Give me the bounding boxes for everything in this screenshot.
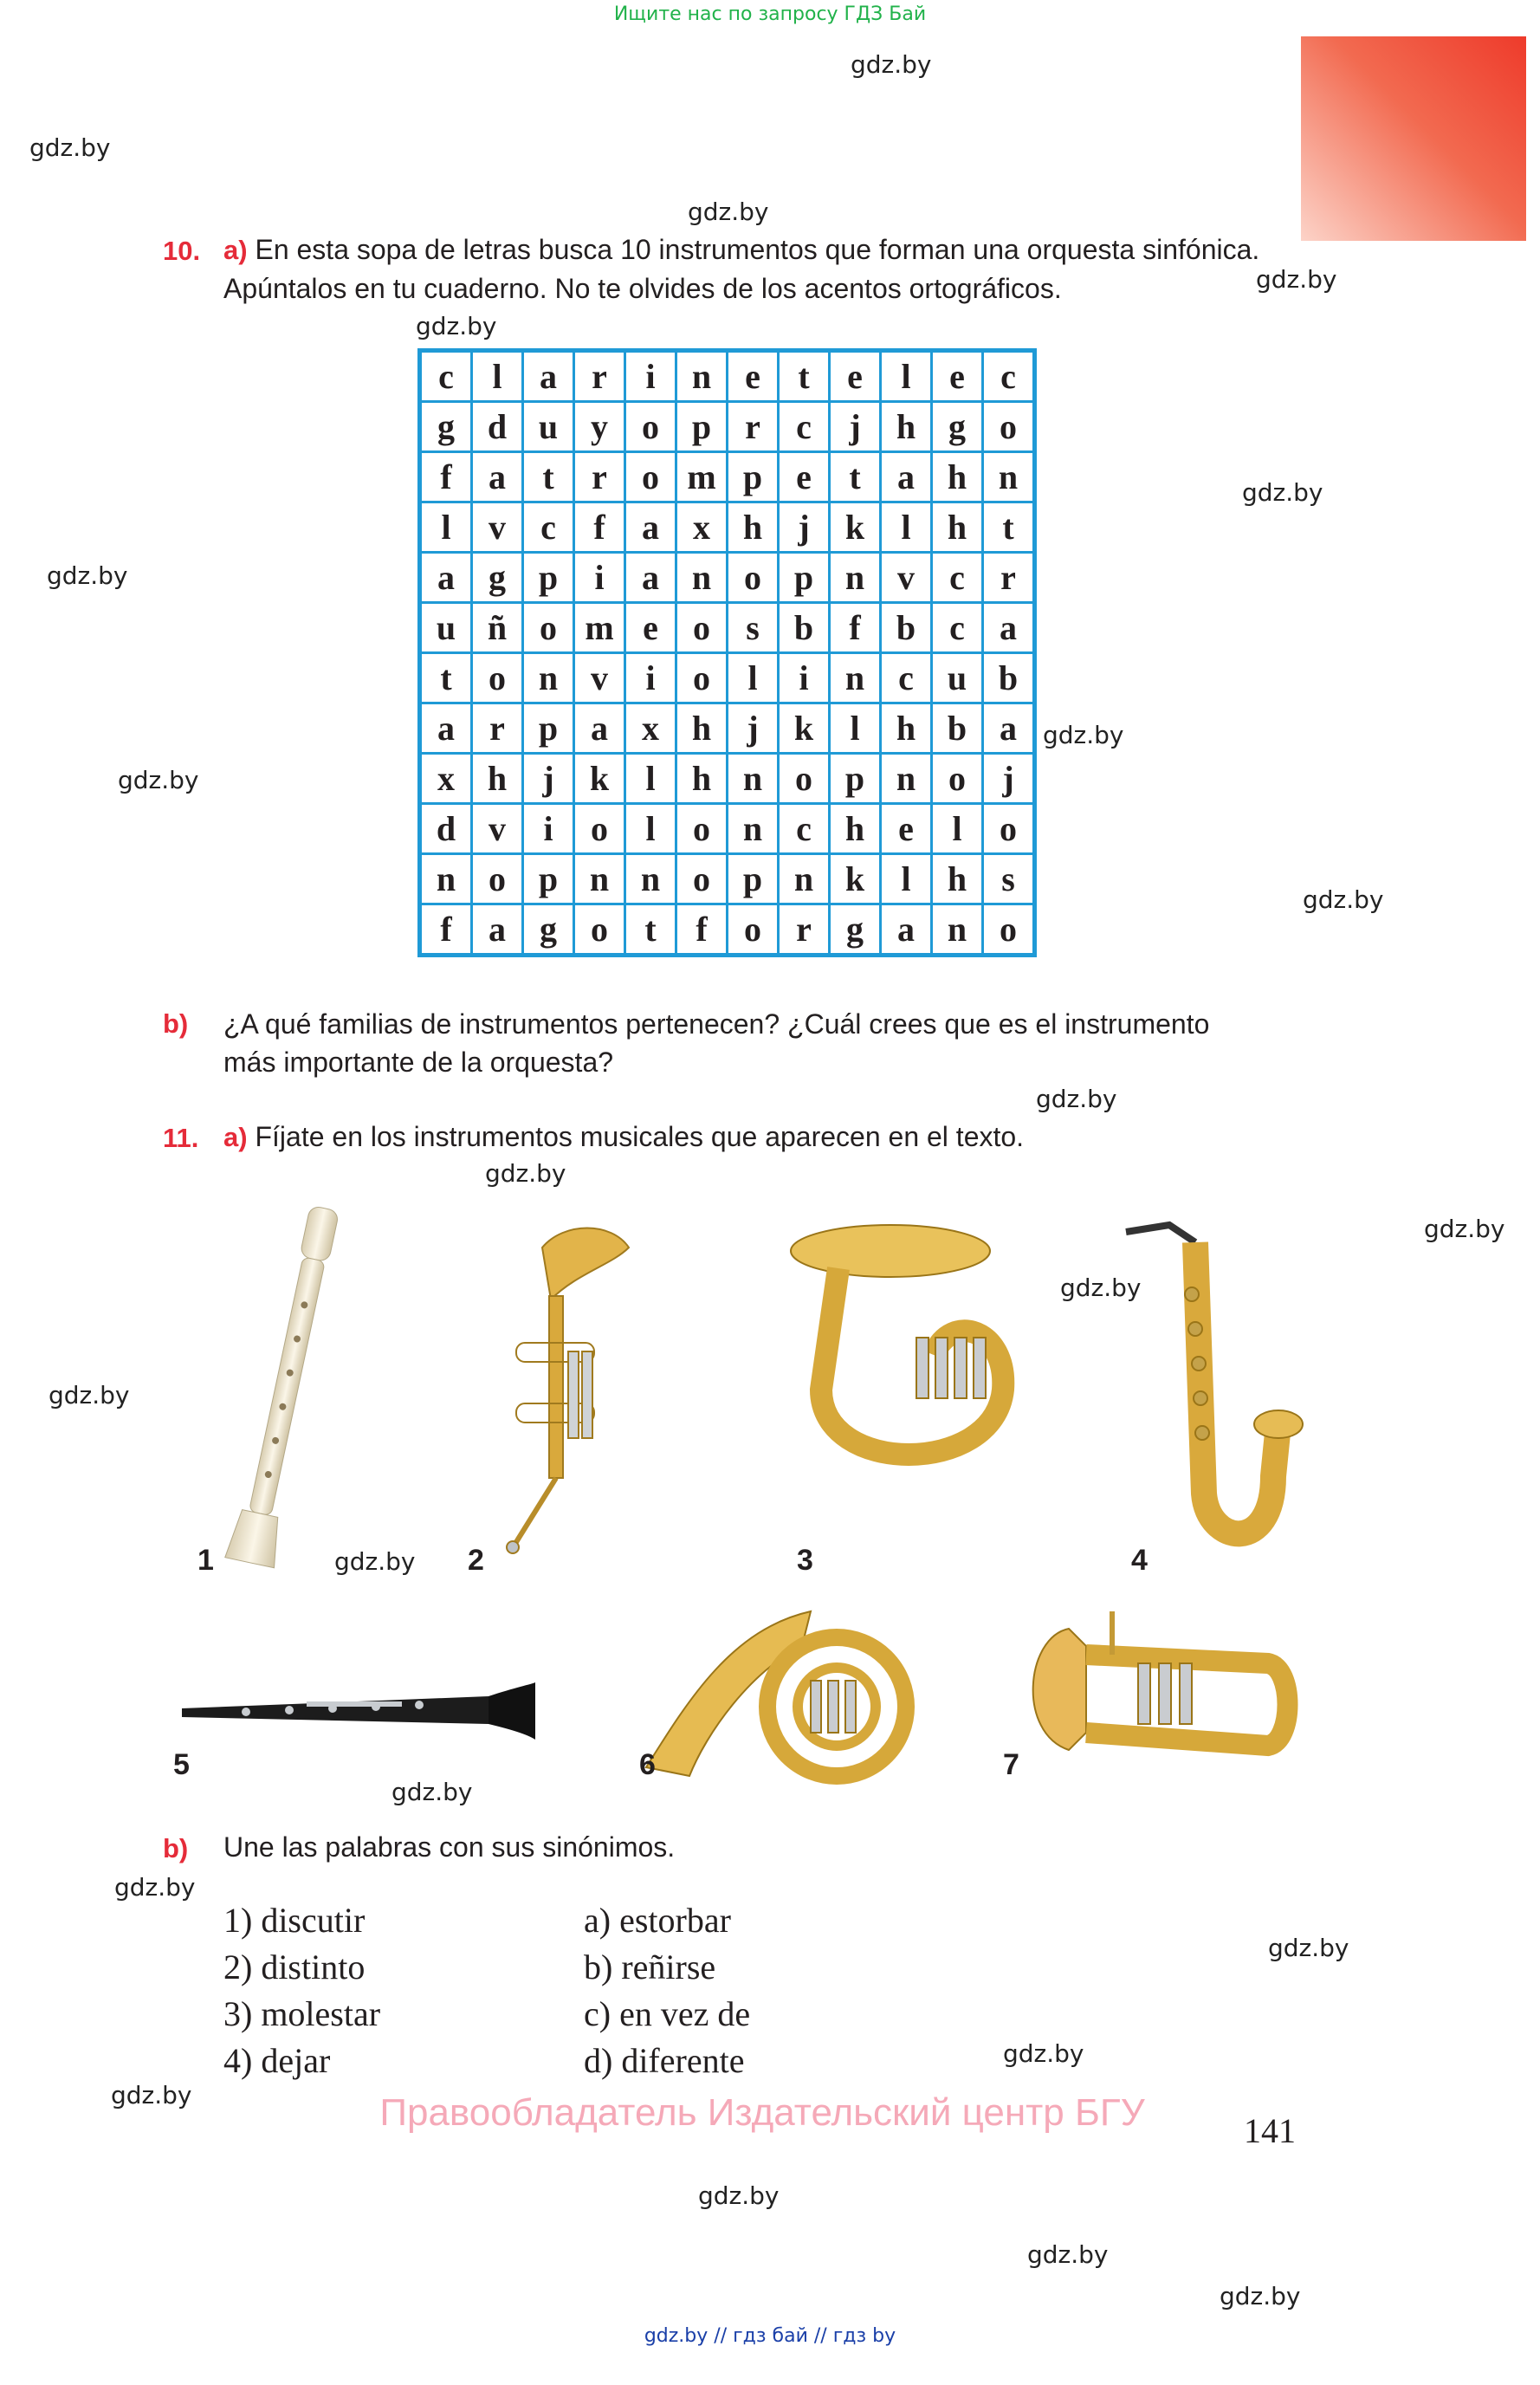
- watermark: gdz.by: [1060, 1274, 1142, 1302]
- grid-cell: o: [779, 754, 830, 804]
- watermark: gdz.by: [29, 133, 111, 162]
- synonyms-right-column: [584, 1897, 750, 2084]
- figure-label: 6: [639, 1748, 656, 1781]
- grid-cell: o: [574, 804, 625, 854]
- grid-cell: n: [983, 452, 1035, 502]
- corner-decoration: [1301, 36, 1526, 241]
- watermark: gdz.by: [1424, 1215, 1505, 1243]
- grid-cell: h: [932, 502, 983, 553]
- grid-cell: m: [574, 603, 625, 653]
- grid-cell: c: [779, 402, 830, 452]
- grid-cell: x: [420, 754, 472, 804]
- grid-row: [420, 452, 1035, 502]
- grid-cell: c: [420, 351, 472, 402]
- grid-cell: p: [728, 452, 779, 502]
- copyright-notice: Правообладатель Издательский центр БГУ: [379, 2091, 1145, 2134]
- grid-cell: a: [881, 452, 932, 502]
- exercise-10b-line2: más importante de la orquesta?: [223, 1047, 614, 1078]
- grid-cell: o: [676, 653, 728, 703]
- synonym-right-item: b) reñirse: [584, 1948, 716, 1986]
- grid-cell: h: [881, 703, 932, 754]
- grid-cell: c: [932, 553, 983, 603]
- grid-cell: b: [881, 603, 932, 653]
- euphonium-icon: [1008, 1603, 1311, 1776]
- grid-cell: r: [574, 452, 625, 502]
- grid-cell: c: [779, 804, 830, 854]
- grid-cell: j: [830, 402, 881, 452]
- grid-cell: j: [779, 502, 830, 553]
- grid-cell: h: [932, 854, 983, 904]
- grid-cell: b: [983, 653, 1035, 703]
- watermark: gdz.by: [111, 2081, 192, 2110]
- tuba-icon: [786, 1216, 1046, 1502]
- grid-row: [420, 804, 1035, 854]
- grid-cell: e: [881, 804, 932, 854]
- grid-cell: h: [676, 703, 728, 754]
- grid-cell: r: [779, 904, 830, 956]
- grid-cell: n: [830, 553, 881, 603]
- grid-cell: j: [523, 754, 574, 804]
- grid-cell: k: [830, 854, 881, 904]
- grid-cell: o: [983, 804, 1035, 854]
- grid-cell: n: [830, 653, 881, 703]
- watermark: gdz.by: [1303, 885, 1384, 914]
- grid-cell: n: [676, 553, 728, 603]
- watermark: gdz.by: [1003, 2039, 1084, 2068]
- grid-cell: h: [932, 452, 983, 502]
- grid-cell: l: [830, 703, 881, 754]
- grid-row: [420, 854, 1035, 904]
- grid-cell: k: [830, 502, 881, 553]
- watermark: gdz.by: [49, 1381, 130, 1410]
- exercise-11a-label: a): [223, 1122, 248, 1152]
- grid-cell: o: [983, 402, 1035, 452]
- grid-cell: n: [728, 804, 779, 854]
- synonym-right-item: c) en vez de: [584, 1994, 751, 2033]
- grid-cell: i: [523, 804, 574, 854]
- grid-cell: c: [523, 502, 574, 553]
- watermark: gdz.by: [1036, 1085, 1117, 1113]
- grid-cell: f: [830, 603, 881, 653]
- synonym-right-item: d) diferente: [584, 2041, 745, 2080]
- grid-cell: f: [420, 904, 472, 956]
- grid-cell: o: [625, 402, 676, 452]
- grid-cell: e: [932, 351, 983, 402]
- grid-cell: n: [932, 904, 983, 956]
- exercise-11b-text: Une las palabras con sus sinónimos.: [223, 1831, 676, 1863]
- grid-cell: o: [728, 904, 779, 956]
- grid-cell: x: [676, 502, 728, 553]
- grid-cell: h: [728, 502, 779, 553]
- exercise-10a-text: [223, 230, 1259, 308]
- watermark: gdz.by: [698, 2181, 780, 2210]
- grid-cell: n: [420, 854, 472, 904]
- watermark: gdz.by: [1220, 2282, 1301, 2310]
- grid-cell: v: [881, 553, 932, 603]
- clarinet-icon: [177, 1679, 540, 1748]
- synonym-left-item: 2) distinto: [223, 1948, 366, 1986]
- grid-cell: v: [472, 502, 523, 553]
- grid-cell: d: [420, 804, 472, 854]
- grid-cell: t: [779, 351, 830, 402]
- grid-cell: n: [625, 854, 676, 904]
- grid-cell: t: [625, 904, 676, 956]
- grid-cell: u: [932, 653, 983, 703]
- grid-cell: a: [983, 703, 1035, 754]
- grid-cell: l: [881, 502, 932, 553]
- grid-cell: e: [830, 351, 881, 402]
- figure-label: 5: [173, 1748, 190, 1781]
- grid-cell: g: [472, 553, 523, 603]
- watermark: gdz.by: [114, 1873, 196, 1902]
- figure-label: 4: [1131, 1544, 1148, 1577]
- grid-row: [420, 653, 1035, 703]
- grid-row: [420, 502, 1035, 553]
- grid-cell: a: [523, 351, 574, 402]
- grid-cell: l: [932, 804, 983, 854]
- grid-cell: i: [625, 653, 676, 703]
- watermark: gdz.by: [1043, 721, 1124, 749]
- grid-cell: g: [523, 904, 574, 956]
- grid-cell: f: [420, 452, 472, 502]
- grid-cell: l: [728, 653, 779, 703]
- watermark: gdz.by: [47, 561, 128, 590]
- grid-cell: i: [779, 653, 830, 703]
- grid-cell: p: [523, 703, 574, 754]
- grid-cell: u: [523, 402, 574, 452]
- grid-cell: o: [676, 854, 728, 904]
- grid-cell: c: [932, 603, 983, 653]
- figure-label: 2: [468, 1544, 484, 1577]
- watermark: gdz.by: [334, 1547, 416, 1576]
- synonym-right-item: a) estorbar: [584, 1901, 731, 1940]
- grid-cell: a: [881, 904, 932, 956]
- grid-cell: r: [574, 351, 625, 402]
- grid-row: [420, 703, 1035, 754]
- grid-cell: a: [625, 502, 676, 553]
- watermark: gdz.by: [391, 1778, 473, 1806]
- synonym-left-item: 3) molestar: [223, 1994, 381, 2033]
- figure-label: 7: [1003, 1748, 1019, 1781]
- grid-cell: n: [881, 754, 932, 804]
- grid-cell: l: [881, 351, 932, 402]
- grid-cell: o: [472, 854, 523, 904]
- grid-cell: d: [472, 402, 523, 452]
- exercise-11b-label: b): [163, 1833, 189, 1863]
- grid-cell: n: [574, 854, 625, 904]
- grid-cell: n: [676, 351, 728, 402]
- exercise-10b-text: [223, 1005, 1209, 1081]
- grid-cell: j: [728, 703, 779, 754]
- exercise-10a-label: a): [223, 235, 248, 265]
- watermark: gdz.by: [1027, 2240, 1109, 2269]
- grid-row: [420, 553, 1035, 603]
- grid-cell: o: [472, 653, 523, 703]
- page-number: 141: [1244, 2111, 1296, 2150]
- grid-cell: a: [983, 603, 1035, 653]
- grid-cell: o: [728, 553, 779, 603]
- exercise-10a-line1: En esta sopa de letras busca 10 instrumentos que forman una orquesta sinfónica.: [255, 234, 1260, 265]
- grid-row: [420, 351, 1035, 402]
- grid-cell: p: [523, 854, 574, 904]
- recorder-icon: [234, 1199, 338, 1577]
- grid-cell: a: [574, 703, 625, 754]
- grid-cell: f: [676, 904, 728, 956]
- grid-cell: x: [625, 703, 676, 754]
- exercise-10a-line2: Apúntalos en tu cuaderno. No te olvides de los acentos ortográficos.: [223, 273, 1062, 304]
- grid-cell: e: [779, 452, 830, 502]
- grid-cell: a: [625, 553, 676, 603]
- grid-cell: p: [523, 553, 574, 603]
- grid-cell: a: [472, 452, 523, 502]
- grid-cell: h: [830, 804, 881, 854]
- grid-cell: o: [932, 754, 983, 804]
- grid-cell: v: [472, 804, 523, 854]
- grid-row: [420, 603, 1035, 653]
- grid-cell: o: [983, 904, 1035, 956]
- grid-cell: t: [983, 502, 1035, 553]
- grid-cell: n: [523, 653, 574, 703]
- grid-cell: l: [881, 854, 932, 904]
- exercise-10b-line1: ¿A qué familias de instrumentos pertenecen? ¿Cuál crees que es el instrumento: [223, 1008, 1210, 1040]
- grid-row: [420, 402, 1035, 452]
- word-search-grid: [417, 348, 1037, 957]
- trumpet-icon: [482, 1213, 637, 1559]
- grid-cell: i: [625, 351, 676, 402]
- grid-cell: k: [574, 754, 625, 804]
- grid-cell: g: [830, 904, 881, 956]
- exercise-11-number: 11.: [163, 1123, 199, 1153]
- grid-cell: l: [625, 804, 676, 854]
- watermark: gdz.by: [416, 312, 497, 340]
- grid-cell: b: [779, 603, 830, 653]
- grid-cell: a: [420, 703, 472, 754]
- figure-label: 1: [197, 1544, 214, 1577]
- synonyms-left-column: [223, 1897, 380, 2084]
- saxophone-icon: [1109, 1216, 1308, 1563]
- grid-cell: o: [625, 452, 676, 502]
- grid-cell: p: [676, 402, 728, 452]
- grid-cell: g: [932, 402, 983, 452]
- exercise-11a-text: [223, 1118, 1024, 1157]
- grid-cell: a: [420, 553, 472, 603]
- grid-cell: t: [523, 452, 574, 502]
- grid-cell: r: [983, 553, 1035, 603]
- grid-cell: m: [676, 452, 728, 502]
- grid-cell: n: [779, 854, 830, 904]
- grid-cell: p: [728, 854, 779, 904]
- grid-cell: l: [625, 754, 676, 804]
- grid-cell: o: [676, 804, 728, 854]
- figure-label: 3: [797, 1544, 813, 1577]
- grid-cell: s: [983, 854, 1035, 904]
- grid-cell: h: [472, 754, 523, 804]
- grid-cell: o: [676, 603, 728, 653]
- grid-cell: f: [574, 502, 625, 553]
- watermark: gdz.by: [118, 766, 199, 794]
- grid-cell: s: [728, 603, 779, 653]
- grid-cell: j: [983, 754, 1035, 804]
- grid-cell: k: [779, 703, 830, 754]
- footer-links[interactable]: gdz.by // гдз бай // гдз by: [644, 2325, 896, 2347]
- grid-cell: n: [728, 754, 779, 804]
- grid-cell: ñ: [472, 603, 523, 653]
- grid-cell: a: [472, 904, 523, 956]
- grid-cell: u: [420, 603, 472, 653]
- grid-cell: y: [574, 402, 625, 452]
- watermark: gdz.by: [1242, 478, 1323, 507]
- grid-row: [420, 754, 1035, 804]
- grid-cell: t: [420, 653, 472, 703]
- watermark: gdz.by: [1268, 1934, 1349, 1962]
- grid-cell: g: [420, 402, 472, 452]
- french-horn-icon: [637, 1594, 932, 1793]
- grid-row: [420, 904, 1035, 956]
- grid-cell: p: [830, 754, 881, 804]
- grid-cell: h: [881, 402, 932, 452]
- watermark: gdz.by: [485, 1159, 566, 1188]
- grid-cell: e: [625, 603, 676, 653]
- synonym-left-item: 1) discutir: [223, 1901, 366, 1940]
- grid-cell: b: [932, 703, 983, 754]
- grid-cell: c: [881, 653, 932, 703]
- synonym-left-item: 4) dejar: [223, 2041, 331, 2080]
- grid-cell: o: [523, 603, 574, 653]
- exercise-10-number: 10.: [163, 236, 201, 266]
- watermark: gdz.by: [1256, 265, 1337, 294]
- grid-cell: r: [472, 703, 523, 754]
- grid-cell: c: [983, 351, 1035, 402]
- top-banner[interactable]: Ищите нас по запросу ГДЗ Бай: [613, 3, 927, 25]
- exercise-11a-line: Fíjate en los instrumentos musicales que aparecen en el texto.: [255, 1121, 1025, 1152]
- grid-cell: v: [574, 653, 625, 703]
- watermark: gdz.by: [851, 50, 932, 79]
- grid-cell: p: [779, 553, 830, 603]
- grid-cell: h: [676, 754, 728, 804]
- grid-cell: r: [728, 402, 779, 452]
- grid-cell: e: [728, 351, 779, 402]
- grid-cell: o: [574, 904, 625, 956]
- grid-cell: l: [472, 351, 523, 402]
- grid-cell: t: [830, 452, 881, 502]
- grid-cell: l: [420, 502, 472, 553]
- grid-cell: i: [574, 553, 625, 603]
- exercise-10b-label: b): [163, 1008, 189, 1039]
- watermark: gdz.by: [688, 198, 769, 226]
